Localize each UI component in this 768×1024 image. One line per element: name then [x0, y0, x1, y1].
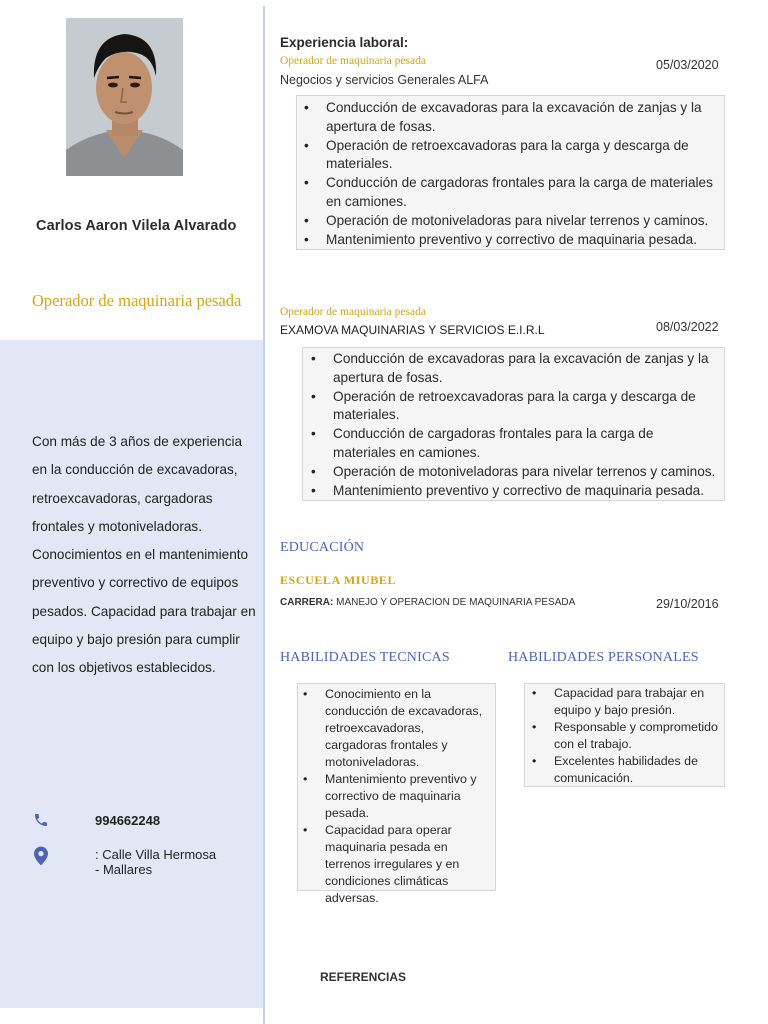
contact-address-row: [32, 846, 50, 866]
career-label: CARRERA:: [280, 597, 334, 608]
technical-skills-heading: HABILIDADES TECNICAS: [280, 650, 450, 665]
education-heading: EDUCACIÓN: [280, 540, 365, 555]
personal-skills-heading: HABILIDADES PERSONALES: [508, 650, 699, 665]
job-1-date: 05/03/2020: [656, 58, 719, 72]
candidate-name: Carlos Aaron Vilela Alvarado: [36, 218, 237, 234]
list-item: • Conducción de excavadoras para la excavación de zanjas y la apertura de fosas.: [333, 350, 718, 388]
list-item: • Operación de retroexcavadoras para la carga y descarga de materiales.: [326, 137, 716, 175]
list-item: • Conocimiento en la conducción de excavadoras, retroexcavadoras, cargadoras frontales y motoniveladoras.: [325, 686, 489, 771]
phone-icon: [32, 810, 50, 830]
profile-summary: Con más de 3 años de experiencia en la conducción de excavadoras, retroexcavadoras, cargadoras frontales y motoniveladoras. Conocimientos en el mantenimiento preventivo y correctivo de equipos pesados. Capacidad para trabajar en equipo y bajo presión para cumplir con los objetivos establecidos.: [32, 434, 256, 676]
career-line: [280, 597, 575, 608]
list-item: • Responsable y comprometido con el trabajo.: [554, 719, 720, 753]
job-1-company: Negocios y servicios Generales ALFA: [280, 73, 489, 87]
list-item: • Operación de motoniveladoras para nivelar terrenos y caminos.: [326, 212, 716, 231]
contact-address: : Calle Villa Hermosa - Mallares: [95, 847, 217, 877]
column-divider: [263, 6, 265, 1024]
profile-photo: [66, 18, 183, 176]
list-item: • Mantenimiento preventivo y correctivo de maquinaria pesada.: [325, 771, 489, 822]
job-2-title: Operador de maquinaria pesada: [280, 306, 426, 318]
job-2-tasks: [302, 347, 725, 501]
location-pin-icon: [32, 846, 50, 866]
experience-heading: Experiencia laboral:: [280, 35, 409, 50]
list-item: • Operación de retroexcavadoras para la carga y descarga de materiales.: [333, 388, 718, 426]
job-1-tasks: [296, 95, 725, 250]
job-2-company: EXAMOVA MAQUINARIAS Y SERVICIOS E.I.R.L: [280, 323, 545, 337]
list-item: • Mantenimiento preventivo y correctivo de maquinaria pesada.: [333, 482, 718, 501]
contact-phone[interactable]: 994662248: [95, 813, 161, 828]
list-item: • Mantenimiento preventivo y correctivo de maquinaria pesada.: [326, 231, 716, 250]
education-date: 29/10/2016: [656, 597, 719, 611]
list-item: • Conducción de excavadoras para la excavación de zanjas y la apertura de fosas.: [326, 99, 716, 137]
candidate-role: Operador de maquinaria pesada: [32, 291, 242, 310]
school-name: ESCUELA MIUBEL: [280, 573, 397, 587]
references-heading: REFERENCIAS: [320, 970, 407, 984]
list-item: • Operación de motoniveladoras para nivelar terrenos y caminos.: [333, 463, 718, 482]
personal-skills-list: [524, 683, 725, 787]
list-item: • Conducción de cargadoras frontales para la carga de materiales en camiones.: [333, 425, 718, 463]
list-item: • Excelentes habilidades de comunicación.: [554, 753, 720, 787]
list-item: • Conducción de cargadoras frontales para la carga de materiales en camiones.: [326, 174, 716, 212]
list-item: • Capacidad para trabajar en equipo y bajo presión.: [554, 685, 720, 719]
job-2-date: 08/03/2022: [656, 320, 719, 334]
technical-skills-list: [297, 683, 496, 905]
contact-phone-row: [32, 810, 50, 830]
list-item: • Capacidad para operar maquinaria pesada en terrenos irregulares y en condiciones climáticas adversas.: [325, 822, 489, 907]
career-name: MANEJO Y OPERACION DE MAQUINARIA PESADA: [336, 597, 576, 608]
job-1-title: Operador de maquinaria pesada: [280, 55, 426, 67]
